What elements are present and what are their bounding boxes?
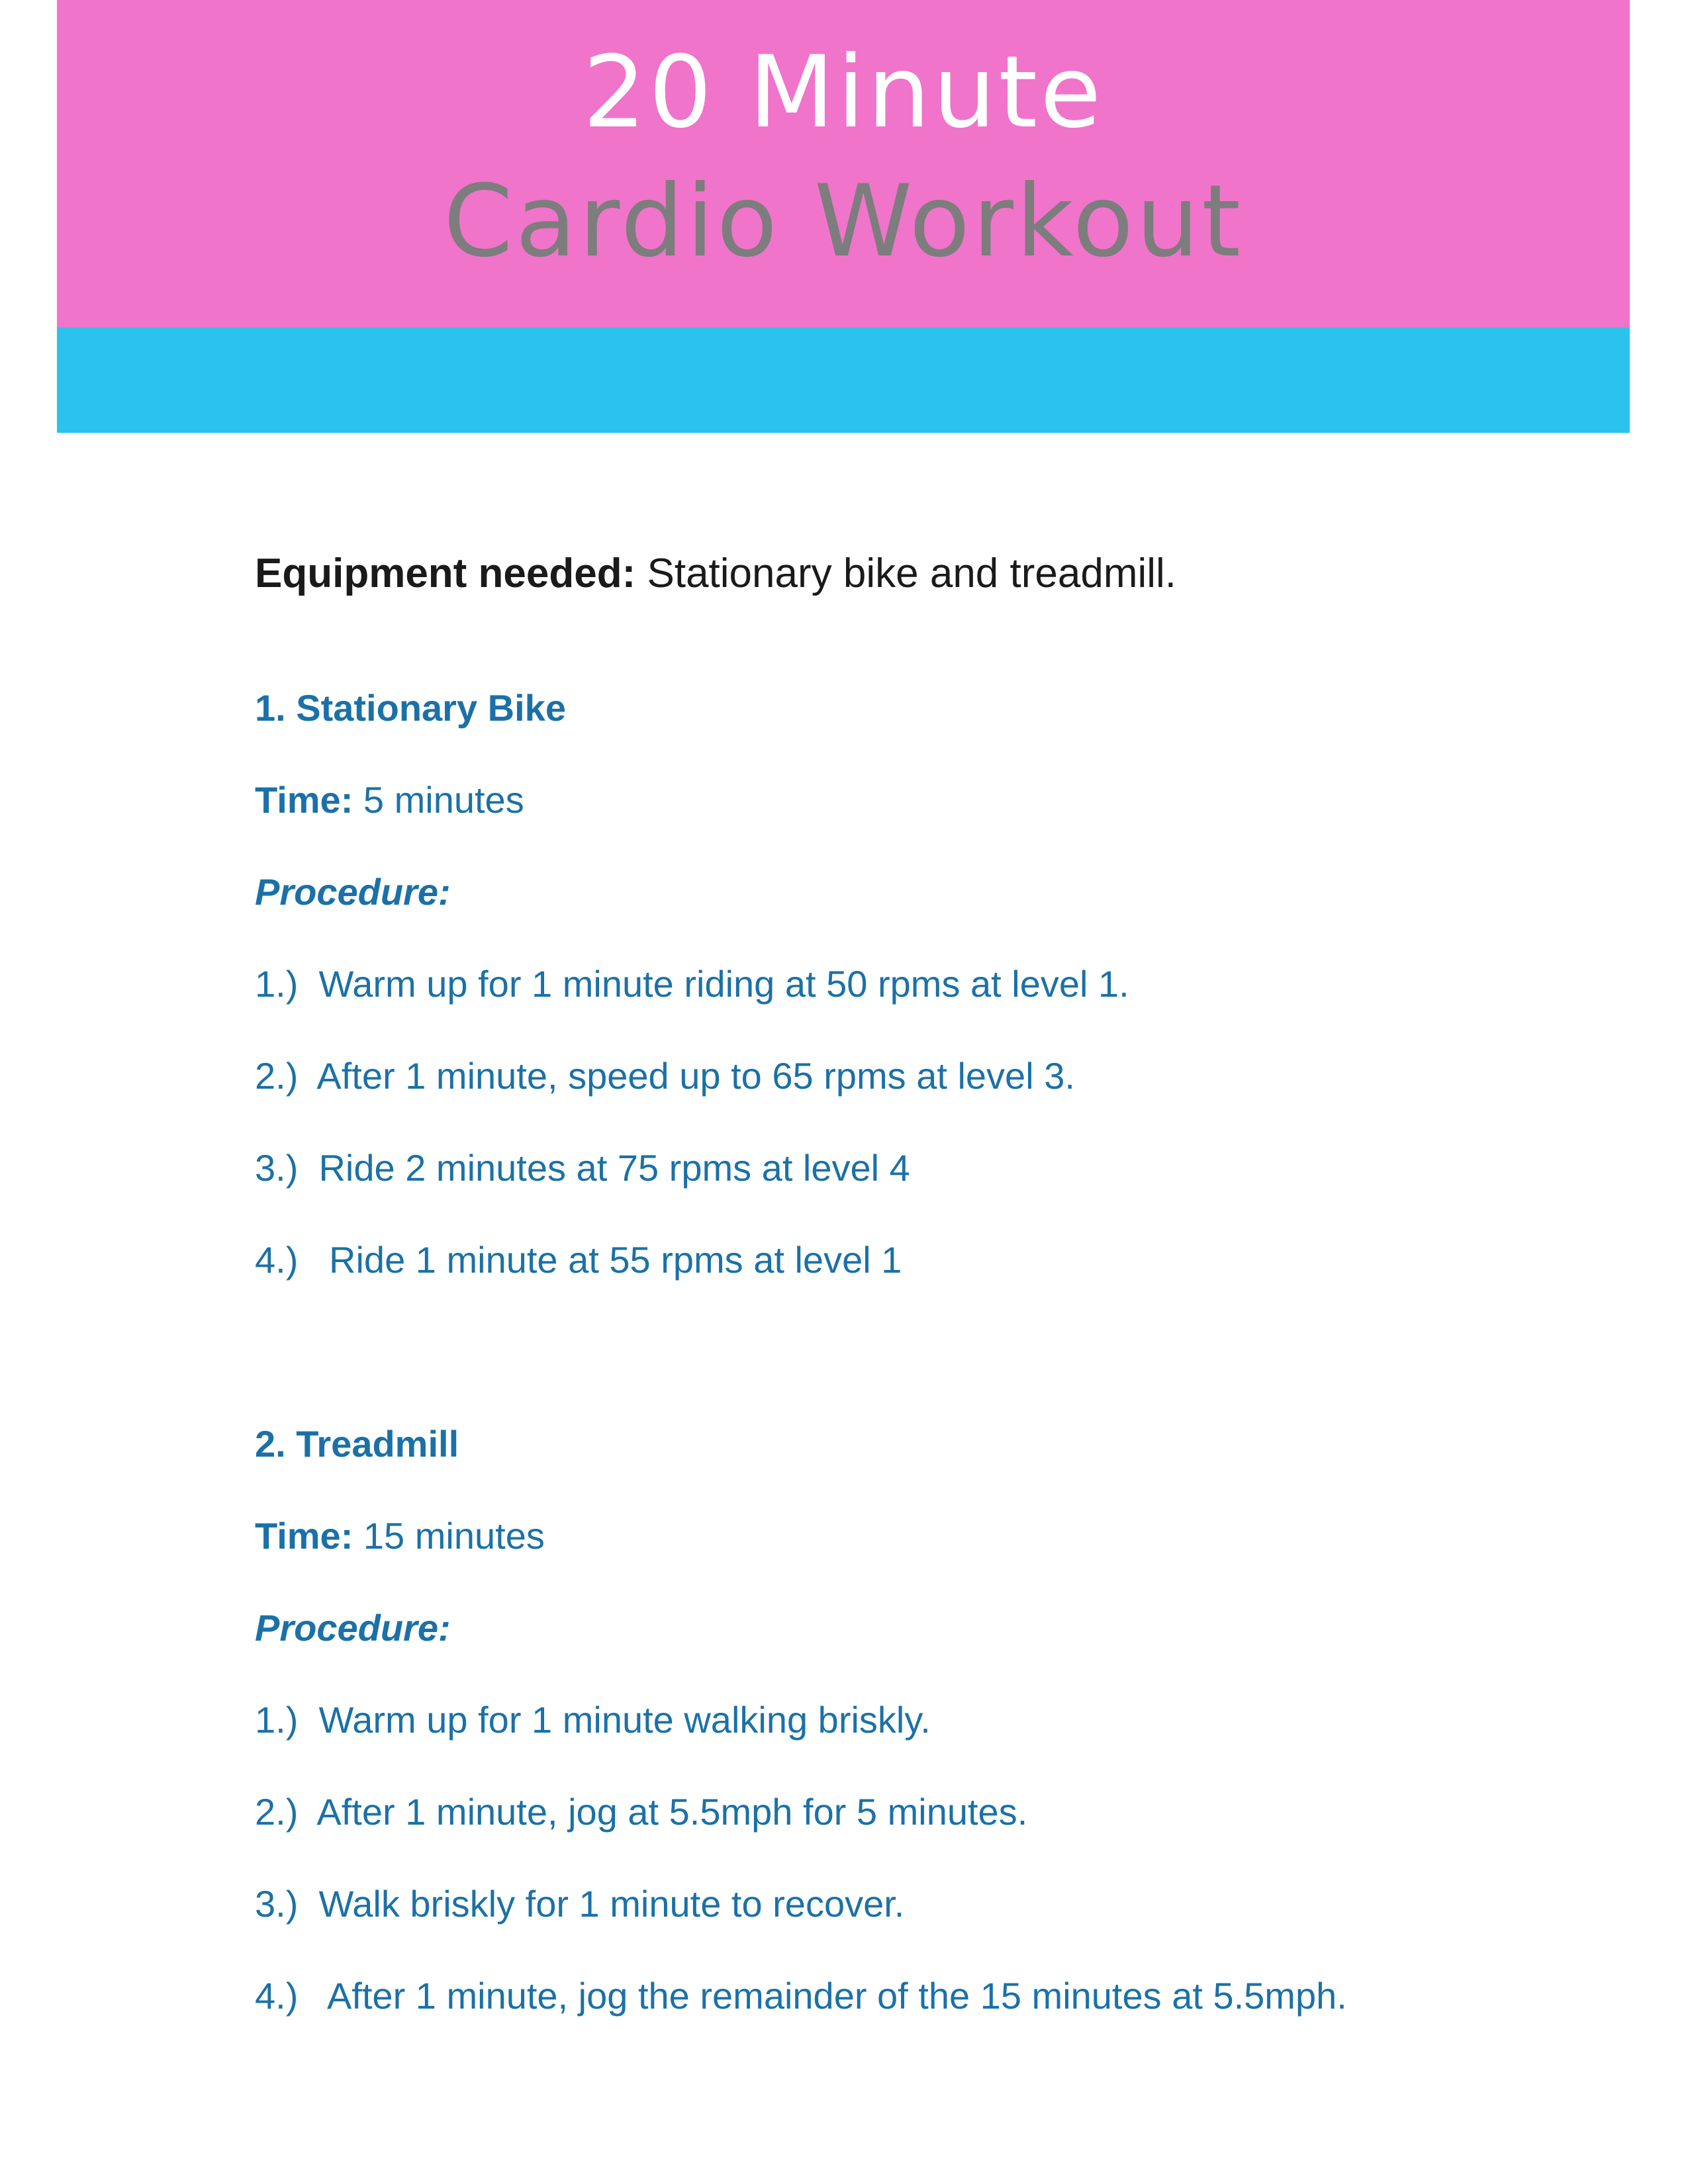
time-label: Time: xyxy=(255,1515,353,1557)
section-heading-treadmill: 2. Treadmill xyxy=(255,1423,459,1465)
section-time xyxy=(255,777,524,823)
procedure-step xyxy=(255,1973,1347,2019)
step-text: Warm up for 1 minute riding at 50 rpms at level 1. xyxy=(318,963,1129,1005)
equipment-label: Equipment needed: xyxy=(255,551,636,596)
procedure-step xyxy=(255,1789,1027,1835)
time-value: 15 minutes xyxy=(363,1515,545,1557)
header-blue-band xyxy=(57,328,1630,433)
step-number: 3.) xyxy=(255,1147,299,1189)
procedure-step xyxy=(255,1697,931,1743)
step-number: 1.) xyxy=(255,963,299,1005)
title-line-2: Cardio Workout xyxy=(443,164,1244,279)
time-label: Time: xyxy=(255,779,353,821)
time-value: 5 minutes xyxy=(363,779,524,821)
section-time xyxy=(255,1513,545,1559)
step-text: Walk briskly for 1 minute to recover. xyxy=(318,1883,905,1925)
step-number: 3.) xyxy=(255,1883,299,1925)
step-number: 2.) xyxy=(255,1791,299,1833)
step-number: 4.) xyxy=(255,1975,299,2017)
step-text: After 1 minute, speed up to 65 rpms at level 3. xyxy=(316,1055,1075,1097)
title-line-1: 20 Minute xyxy=(583,35,1104,150)
section-heading-stationary-bike: 1. Stationary Bike xyxy=(255,687,566,729)
procedure-label: Procedure: xyxy=(255,1607,451,1649)
step-text: After 1 minute, jog at 5.5mph for 5 minutes. xyxy=(316,1791,1028,1833)
step-text: After 1 minute, jog the remainder of the 15 minutes at 5.5mph. xyxy=(318,1975,1347,2017)
equipment-line xyxy=(255,547,1176,600)
step-number: 4.) xyxy=(255,1239,299,1281)
procedure-step xyxy=(255,1145,910,1191)
procedure-step xyxy=(255,961,1129,1007)
step-text: Warm up for 1 minute walking briskly. xyxy=(318,1699,931,1741)
step-text: Ride 1 minute at 55 rpms at level 1 xyxy=(318,1239,902,1281)
procedure-step xyxy=(255,1881,904,1927)
equipment-value: Stationary bike and treadmill. xyxy=(647,551,1177,596)
step-number: 1.) xyxy=(255,1699,299,1741)
procedure-label: Procedure: xyxy=(255,871,451,913)
procedure-step xyxy=(255,1237,902,1283)
step-text: Ride 2 minutes at 75 rpms at level 4 xyxy=(318,1147,910,1189)
step-number: 2.) xyxy=(255,1055,299,1097)
procedure-step xyxy=(255,1053,1075,1099)
